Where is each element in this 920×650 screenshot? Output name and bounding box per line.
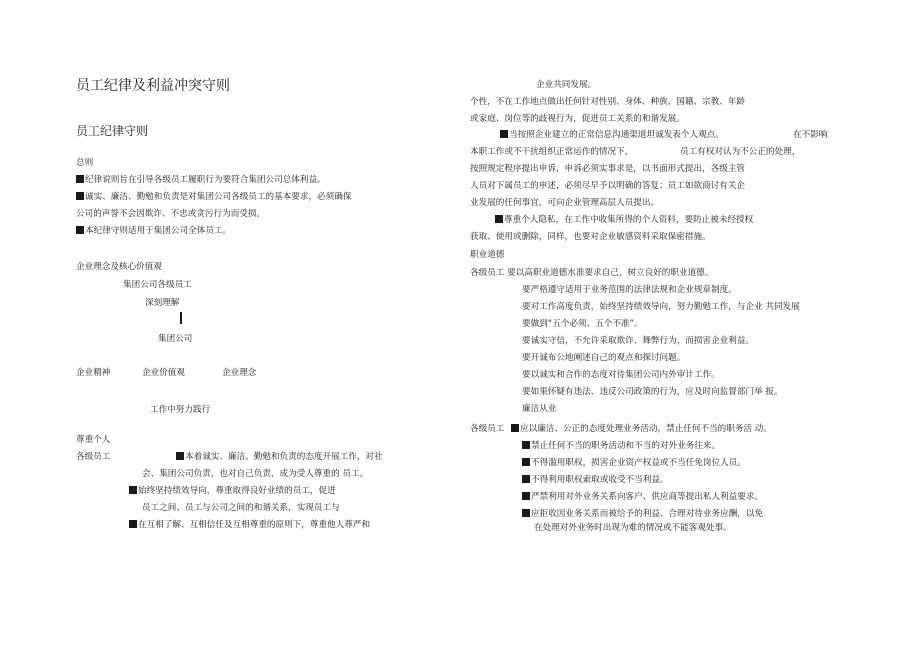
privacy-line-2: 获取、使用或删除，同样，也要对企业敏感资料采取保密措施。 — [470, 232, 711, 242]
report-line-b: 在不影响 — [793, 130, 828, 140]
ethics-item: 要对工作高度负责，始终坚持绩效导向，努力勤勉工作，与企业 共同发展 — [522, 302, 800, 312]
bullet-square-icon — [129, 520, 137, 528]
integrity-last: 在处理对外业务时出现为难的情况或不能客观处事。 — [534, 523, 732, 533]
ethics-item: 要做到“五个必须、五个不准”。 — [522, 319, 643, 329]
document-title: 员工纪律及利益冲突守则 — [76, 78, 230, 94]
report-line-d: 员工有权对认为不公正的处理， — [680, 147, 801, 157]
general-line-1: 纪律说则旨在引导各级员工履职行为要符合集团公司总体利益。 — [76, 175, 326, 186]
ethics-item: 要如果怀疑有违法、违反公司政策的行为，应及时向监督部门举 报。 — [522, 387, 783, 397]
general-line-4: 本纪律守则适用于集团公司全体员工。 — [76, 226, 231, 237]
bullet-square-icon — [511, 424, 519, 432]
diagram-values: 企业价值观 — [142, 368, 185, 378]
bullet-square-icon — [495, 215, 503, 223]
integrity-prefix: 各级员工 — [470, 424, 505, 434]
bullet-square-icon — [522, 458, 530, 466]
general-line-2: 诚实、廉洁、勤勉和负责是对集团公司各级员工的基本要求，必须确保 — [76, 192, 351, 203]
ethics-item: 要以诚实和合作的态度对待集团公司内外审计工作。 — [522, 370, 720, 380]
report-line-c: 本职工作或不干扰组织正常运作的情况下， — [470, 147, 634, 157]
bullet-square-icon — [76, 192, 84, 200]
report-line-a: 当按照企业建立的正常信息沟通渠道坦诚发表个人观点。 — [500, 130, 724, 141]
bullet-square-icon — [76, 175, 84, 183]
respect-heading: 尊重个人 — [76, 435, 111, 445]
bullet-square-icon — [522, 475, 530, 483]
integrity-line: 不得滥用职权，损害企业资产权益或不当任免岗位人员。 — [522, 458, 746, 469]
respect-line-4: 员工之间、员工与公司之间的和谐关系，实现员工与 — [142, 503, 340, 513]
bullet-square-icon — [129, 486, 137, 494]
integrity-line: 应拒收因业务关系而被给予的利益、合理对待业务应酬，以免 — [522, 509, 763, 520]
integrity-line: 不得利用职权索取或收受不当利益。 — [522, 475, 669, 486]
ethics-intro: 各级员工 要以高职业道德水准要求自己，树立良好的职业道德。 — [470, 268, 714, 278]
diagram-spirit: 企业精神 — [76, 368, 111, 378]
diagram-company: 集团公司 — [158, 334, 193, 344]
bullet-square-icon — [522, 509, 530, 517]
respect-line-3: 始终坚持绩效导向，尊重取得良好业绩的员工，促进 — [129, 486, 336, 497]
bullet-square-icon — [176, 452, 184, 460]
report-line-3: 业发展的任何事宜，可向企业管理高层人员提出。 — [470, 198, 660, 208]
privacy-line-1: 尊重个人隐私，在工作中收集所得的个人资料，要防止被未经授权 — [495, 215, 753, 226]
diagram-practice: 工作中努力践行 — [150, 405, 211, 415]
bullet-square-icon — [522, 441, 530, 449]
report-line-2: 人员对下属员工的申述，必须尽早予以明确的答复；员工如欲商讨有关企 — [470, 181, 746, 191]
integrity-line: 应以廉洁、公正的态度处理业务活动，禁止任何不当的职务活 动。 — [511, 424, 772, 435]
respect-prefix: 各级员工 — [76, 452, 111, 462]
cont-line-3: 或家庭、岗位等的歧视行为，促进员工关系的和谐发展。 — [470, 114, 685, 124]
integrity-heading: 廉洁从业 — [522, 404, 557, 414]
respect-line-5: 在互相了解、互相信任及互相尊重的原则下，尊重他人尊严和 — [129, 520, 370, 531]
general-line-3: 公司的声誉不会因欺诈、不忠或贪污行为而受损。 — [76, 209, 266, 219]
respect-line-1: 本着诚实、廉洁、勤勉和负责的态度开展工作，对社 — [176, 452, 383, 463]
cont-line-1: 企业共同发展。 — [536, 80, 597, 90]
integrity-line: 禁止任何不当的职务活动和不当的对外业务往来。 — [522, 441, 720, 452]
cont-line-2: 个性，不在工作地点做出任何针对性别、身体、种族、国籍、宗教、年龄 — [470, 97, 746, 107]
report-line-1: 按照规定程序提出申诉，申诉必须实事求是，以书面形式提出，各级主管 — [470, 164, 746, 174]
diagram-philosophy: 企业理念 — [222, 368, 257, 378]
integrity-line: 严禁利用对外业务关系向客户、供应商等提出私人利益要求。 — [522, 492, 763, 503]
section-title: 员工纪律守则 — [76, 124, 149, 138]
ethics-item: 要严格遵守适用于业务范围的法律法规和企业规章制度。 — [522, 285, 737, 295]
ethics-item: 要开诚布公地阐述自己的观点和探讨问题。 — [522, 353, 686, 363]
general-heading: 总则 — [76, 158, 94, 168]
diagram-connector — [180, 312, 182, 324]
bullet-square-icon — [500, 130, 508, 138]
respect-line-2: 会、集团公司负责，也对自己负责，成为受人尊重的 员工。 — [142, 469, 369, 479]
bullet-square-icon — [76, 226, 84, 234]
ethics-heading: 职业道德 — [470, 250, 505, 260]
diagram-top: 集团公司各级员工 — [123, 280, 192, 290]
diagram-understand: 深刻理解 — [145, 298, 180, 308]
ethics-item: 要诚实守信，不允许采取欺诈、舞弊行为，而损害企业利益。 — [522, 336, 755, 346]
bullet-square-icon — [522, 492, 530, 500]
values-heading: 企业理念及核心价值观 — [76, 262, 162, 272]
